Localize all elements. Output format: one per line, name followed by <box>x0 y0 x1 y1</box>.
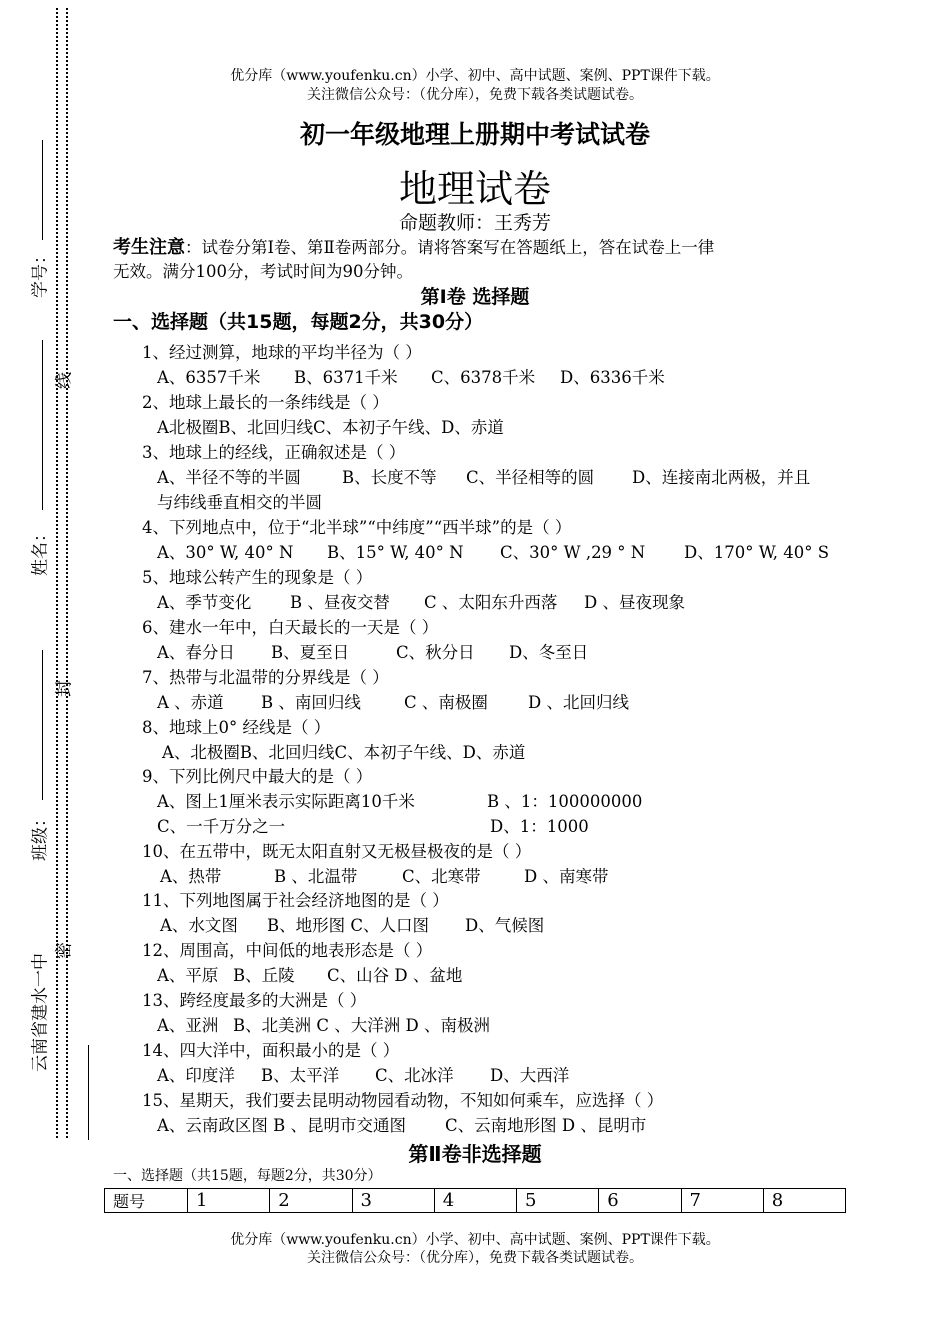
option[interactable]: A、季节变化 <box>157 593 252 612</box>
question-stem: 6、建水一年中，白天最长的一天是（ ） <box>142 618 439 637</box>
mark-feng: 封 <box>54 680 75 697</box>
option[interactable]: A、热带 <box>160 867 222 886</box>
option[interactable]: D、6336千米 <box>560 368 665 387</box>
question-stem: 7、热带与北温带的分界线是（ ） <box>142 668 389 687</box>
question-stem: 4、下列地点中，位于“北半球”“中纬度”“西半球”的是（ ） <box>142 518 572 537</box>
class-blank[interactable] <box>42 650 43 800</box>
option[interactable]: A 、赤道 <box>157 693 224 712</box>
notice-line-2: 无效。满分100分，考试时间为90分钟。 <box>113 262 413 281</box>
mark-mi: 密 <box>54 942 75 959</box>
table-cell[interactable]: 6 <box>599 1189 681 1213</box>
option[interactable]: D、连接南北两极，并且 <box>632 468 811 487</box>
option[interactable]: B、太平洋 <box>261 1066 340 1085</box>
option[interactable]: C 、南极圈 <box>404 693 488 712</box>
option[interactable]: D、气候图 <box>465 916 545 935</box>
question-stem: 13、跨经度最多的大洲是（ ） <box>142 991 367 1010</box>
table-cell[interactable]: 7 <box>681 1189 763 1213</box>
option[interactable]: A、6357千米 <box>157 368 261 387</box>
option-continuation: 与纬线垂直相交的半圆 <box>157 493 322 512</box>
option[interactable]: A、半径不等的半圆 <box>157 468 301 487</box>
margin-solid-line <box>88 1045 89 1140</box>
option[interactable]: C、30° W ,29 ° N <box>500 543 646 562</box>
exam-subtitle: 地理试卷 <box>398 167 551 211</box>
student-no-label: 学号： <box>30 247 51 298</box>
exam-title: 初一年级地理上册期中考试试卷 <box>299 120 650 149</box>
option[interactable]: D 、北回归线 <box>528 693 629 712</box>
option[interactable]: C、北冰洋 <box>375 1066 454 1085</box>
option[interactable]: B 、昼夜交替 <box>290 593 390 612</box>
option[interactable]: D、冬至日 <box>509 643 589 662</box>
option[interactable]: C、秋分日 <box>396 643 475 662</box>
school-label: 云南省建水一中 <box>30 953 51 1072</box>
question-stem: 3、地球上的经线，正确叙述是（ ） <box>142 443 406 462</box>
header-line-2: 关注微信公众号：（优分库），免费下载各类试题试卷。 <box>307 87 643 103</box>
option[interactable]: D 、南寒带 <box>524 867 609 886</box>
section1-heading: 一、选择题（共15题，每题2分，共30分） <box>113 311 484 333</box>
table-label-cell: 题号 <box>105 1189 188 1213</box>
option[interactable]: B 、南回归线 <box>261 693 361 712</box>
option[interactable]: B、6371千米 <box>294 368 398 387</box>
option[interactable]: D 、昼夜现象 <box>584 593 685 612</box>
name-blank[interactable] <box>42 340 43 510</box>
answer-table <box>104 1188 846 1213</box>
option[interactable]: A、30° W, 40° N <box>157 543 294 562</box>
table-cell[interactable]: 4 <box>434 1189 516 1213</box>
question-stem: 9、下列比例尺中最大的是（ ） <box>142 767 373 786</box>
question-stem: 12、周围高，中间低的地表形态是（ ） <box>142 941 433 960</box>
option[interactable]: A、印度洋 <box>157 1066 235 1085</box>
notice-line-1: ：试卷分第Ⅰ卷、第Ⅱ卷两部分。请将答案写在答题纸上，答在试卷上一律 <box>185 238 715 257</box>
part2-sub-heading: 一、选择题（共15题，每题2分，共30分） <box>113 1168 382 1184</box>
notice <box>113 233 714 259</box>
question-stem: 2、地球上最长的一条纬线是（ ） <box>142 393 389 412</box>
option[interactable]: A、水文图 <box>160 916 238 935</box>
option[interactable]: C、北寒带 <box>402 867 481 886</box>
question-stem: 5、地球公转产生的现象是（ ） <box>142 568 373 587</box>
question-stem: 14、四大洋中，面积最小的是（ ） <box>142 1041 400 1060</box>
option[interactable]: B 、北温带 <box>274 867 358 886</box>
question-stem: 15、星期天，我们要去昆明动物园看动物，不知如何乘车，应选择（ ） <box>142 1091 664 1110</box>
header-line-1: 优分库（www.youfenku.cn）小学、初中、高中试题、案例、PPT课件下载。 <box>230 68 720 84</box>
option[interactable]: A、图上1厘米表示实际距离10千米 <box>157 792 415 811</box>
option[interactable]: B、15° W, 40° N <box>327 543 464 562</box>
option[interactable]: B 、1：100000000 <box>487 792 643 811</box>
option[interactable]: C、6378千米 <box>431 368 536 387</box>
option[interactable]: D、1：1000 <box>490 817 589 836</box>
option[interactable]: B、夏至日 <box>271 643 350 662</box>
option[interactable]: D、大西洋 <box>490 1066 570 1085</box>
option[interactable]: C、一千万分之一 <box>157 817 286 836</box>
option[interactable]: D、170° W, 40° S <box>684 543 830 562</box>
footer-line-1: 优分库（www.youfenku.cn）小学、初中、高中试题、案例、PPT课件下载。 <box>230 1232 720 1248</box>
option[interactable]: B、地形图 C、人口图 <box>267 916 429 935</box>
option[interactable]: A、春分日 <box>157 643 235 662</box>
name-label: 姓名： <box>30 525 51 576</box>
notice-label: 考生注意 <box>113 237 185 258</box>
mark-xian: 线 <box>54 372 75 389</box>
option[interactable]: A、亚洲 <box>157 1016 219 1035</box>
table-cell[interactable]: 5 <box>517 1189 599 1213</box>
class-label: 班级： <box>30 810 51 861</box>
option[interactable]: C 、太阳东升西落 <box>424 593 558 612</box>
table-cell[interactable]: 1 <box>188 1189 270 1213</box>
table-row <box>105 1189 846 1213</box>
option[interactable]: C、半径相等的圆 <box>466 468 595 487</box>
option[interactable]: C、云南地形图 D 、昆明市 <box>445 1116 647 1135</box>
teacher-line: 命题教师：王秀芳 <box>398 212 551 234</box>
option[interactable]: A、北极圈B、北回归线C、本初子午线、D、赤道 <box>162 743 526 762</box>
option[interactable]: C、山谷 D 、盆地 <box>327 966 463 985</box>
footer-line-2: 关注微信公众号：（优分库），免费下载各类试题试卷。 <box>307 1250 643 1266</box>
table-cell[interactable]: 8 <box>763 1189 845 1213</box>
table-cell[interactable]: 2 <box>270 1189 352 1213</box>
option[interactable]: B、北美洲 C 、大洋洲 D 、南极洲 <box>233 1016 490 1035</box>
part2-title: 第Ⅱ卷非选择题 <box>408 1142 542 1166</box>
option[interactable]: A、云南政区图 B 、昆明市交通图 <box>157 1116 407 1135</box>
question-stem: 10、在五带中，既无太阳直射又无极昼极夜的是（ ） <box>142 842 532 861</box>
question-stem: 11、下列地图属于社会经济地图的是（ ） <box>142 891 449 910</box>
table-cell[interactable]: 3 <box>352 1189 434 1213</box>
option[interactable]: A北极圈B、北回归线C、本初子午线、D、赤道 <box>157 418 504 437</box>
part1-title: 第Ⅰ卷 选择题 <box>420 286 530 308</box>
option[interactable]: B、长度不等 <box>342 468 437 487</box>
question-stem: 1、经过测算，地球的平均半径为（ ） <box>142 343 422 362</box>
question-stem: 8、地球上0° 经线是（ ） <box>142 718 331 737</box>
option[interactable]: B、丘陵 <box>233 966 295 985</box>
option[interactable]: A、平原 <box>157 966 219 985</box>
